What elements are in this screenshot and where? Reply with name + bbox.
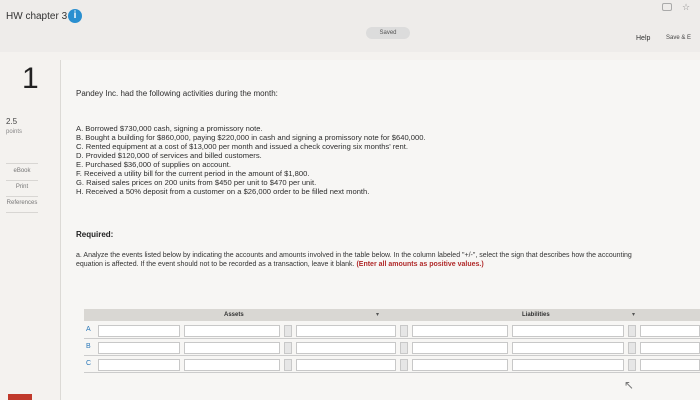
activity-item: E. Purchased $36,000 of supplies on account. [76, 160, 231, 169]
sign-select[interactable] [400, 359, 408, 371]
amount-input[interactable] [512, 359, 624, 371]
account-input[interactable] [184, 325, 280, 337]
required-heading: Required: [76, 230, 114, 239]
activity-item: A. Borrowed $730,000 cash, signing a promissory note. [76, 124, 263, 133]
saved-badge: Saved [366, 27, 410, 39]
amount-input[interactable] [296, 342, 396, 354]
star-icon[interactable]: ☆ [682, 2, 691, 12]
help-link[interactable]: Help [636, 35, 651, 42]
account-input[interactable] [98, 325, 180, 337]
row-label: C [86, 360, 92, 367]
row-label: A [86, 326, 91, 333]
activity-item: D. Provided $120,000 of services and billed customers. [76, 151, 262, 160]
sign-select[interactable] [628, 325, 636, 337]
account-input[interactable] [412, 325, 508, 337]
activity-item: G. Raised sales prices on 200 units from $450 per unit to $470 per unit. [76, 178, 317, 187]
assignment-title: HW chapter 3 [6, 11, 68, 22]
table-row [84, 357, 700, 373]
divider [6, 163, 38, 164]
activity-item: H. Received a 50% deposit from a customer on a $26,000 order to be filled next month. [76, 187, 370, 196]
activity-item: C. Rented equipment at a cost of $13,000 per month and issued a check covering six months' rent. [76, 142, 408, 151]
column-header-liabilities: Liabilities [522, 312, 550, 318]
print-link[interactable]: Print [15, 184, 29, 190]
column-header-assets: Assets [224, 312, 244, 318]
amount-input[interactable] [512, 342, 624, 354]
dropdown-arrow-icon[interactable]: ▾ [376, 312, 380, 318]
sign-select[interactable] [284, 342, 292, 354]
activity-item: B. Bought a building for $860,000, paying $220,000 in cash and signing a promissory note for $640,000. [76, 133, 426, 142]
amount-input[interactable] [640, 359, 700, 371]
activity-item: F. Received a utility bill for the current period in the amount of $1,800. [76, 169, 310, 178]
points-label: points [6, 129, 23, 135]
sign-select[interactable] [284, 359, 292, 371]
info-icon[interactable]: i [68, 9, 82, 23]
top-bar [0, 0, 700, 52]
row-label: B [86, 343, 91, 350]
instruction-body: a. Analyze the events listed below by indicating the accounts and amounts involved in the table below. In the column labeled "+/-", select the sign that describes how the accounting equation is affected. If the event should not to be recorded as a transaction, leave it blank. [76, 252, 632, 268]
account-input[interactable] [412, 359, 508, 371]
sign-select[interactable] [284, 325, 292, 337]
problem-intro: Pandey Inc. had the following activities during the month: [76, 89, 278, 98]
amount-input[interactable] [512, 325, 624, 337]
extension-icon[interactable] [662, 3, 672, 11]
instruction-text [76, 251, 656, 269]
amount-input[interactable] [296, 359, 396, 371]
amount-input[interactable] [296, 325, 396, 337]
account-input[interactable] [412, 342, 508, 354]
divider [6, 196, 38, 197]
save-exit-link[interactable]: Save & E [666, 35, 692, 41]
sign-select[interactable] [628, 342, 636, 354]
account-input[interactable] [184, 342, 280, 354]
table-row [84, 323, 700, 339]
ebook-link[interactable]: eBook [13, 168, 31, 174]
sign-select[interactable] [400, 342, 408, 354]
mouse-cursor-icon: ↖ [624, 378, 635, 392]
table-row [84, 340, 700, 356]
account-input[interactable] [98, 359, 180, 371]
table-header [84, 309, 700, 321]
references-link[interactable]: References [6, 200, 38, 206]
divider [60, 60, 61, 400]
account-input[interactable] [184, 359, 280, 371]
status-marker [8, 394, 32, 400]
amount-input[interactable] [640, 325, 700, 337]
dropdown-arrow-icon[interactable]: ▾ [632, 312, 636, 318]
points-value: 2.5 [6, 117, 18, 126]
account-input[interactable] [98, 342, 180, 354]
divider [6, 180, 38, 181]
transaction-table [76, 305, 700, 400]
question-number: 1 [22, 62, 39, 95]
instruction-emphasis: (Enter all amounts as positive values.) [356, 261, 484, 268]
amount-input[interactable] [640, 342, 700, 354]
sign-select[interactable] [400, 325, 408, 337]
sign-select[interactable] [628, 359, 636, 371]
divider [6, 212, 38, 213]
